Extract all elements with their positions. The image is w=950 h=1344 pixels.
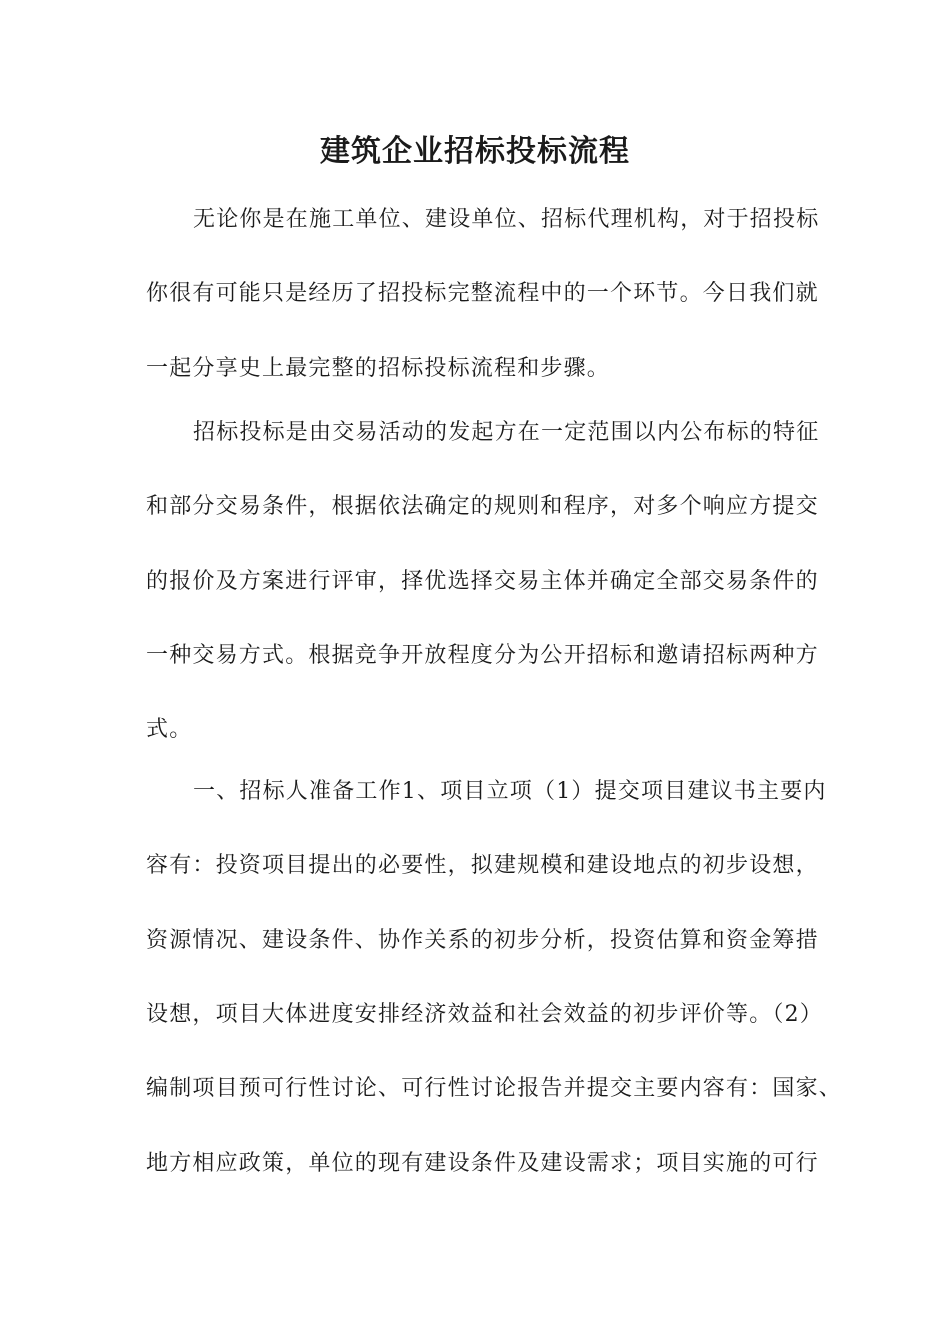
paragraph-2-line-1: 招标投标是由交易活动的发起方在一定范围以内公布标的特征 [193,420,820,445]
paragraph-1-line-1: 无论你是在施工单位、建设单位、招标代理机构，对于招投标 [193,207,820,232]
paragraph-1-line-2: 你很有可能只是经历了招投标完整流程中的一个环节。今日我们就 [146,281,819,306]
paragraph-2-line-2: 和部分交易条件，根据依法确定的规则和程序，对多个响应方提交 [146,494,819,519]
paragraph-3-line-5: 编制项目预可行性讨论、可行性讨论报告并提交主要内容有：国家、 [146,1076,843,1101]
paragraph-2-line-5: 式。 [146,717,193,742]
paragraph-2-line-4: 一种交易方式。根据竞争开放程度分为公开招标和邀请招标两种方 [146,643,819,668]
paragraph-1-line-3: 一起分享史上最完整的招标投标流程和步骤。 [146,356,611,381]
paragraph-2-line-3: 的报价及方案进行评审，择优选择交易主体并确定全部交易条件的 [146,569,819,594]
paragraph-3-line-4: 设想，项目大体进度安排经济效益和社会效益的初步评价等。（2） [146,1002,823,1027]
paragraph-3-line-6: 地方相应政策，单位的现有建设条件及建设需求；项目实施的可行 [146,1151,819,1176]
document-title: 建筑企业招标投标流程 [320,134,630,169]
paragraph-3-line-2: 容有：投资项目提出的必要性，拟建规模和建设地点的初步设想， [146,853,819,878]
paragraph-3-line-3: 资源情况、建设条件、协作关系的初步分析，投资估算和资金筹措 [146,928,819,953]
paragraph-3-line-1: 一、招标人准备工作1、项目立项（1）提交项目建议书主要内 [193,779,827,804]
